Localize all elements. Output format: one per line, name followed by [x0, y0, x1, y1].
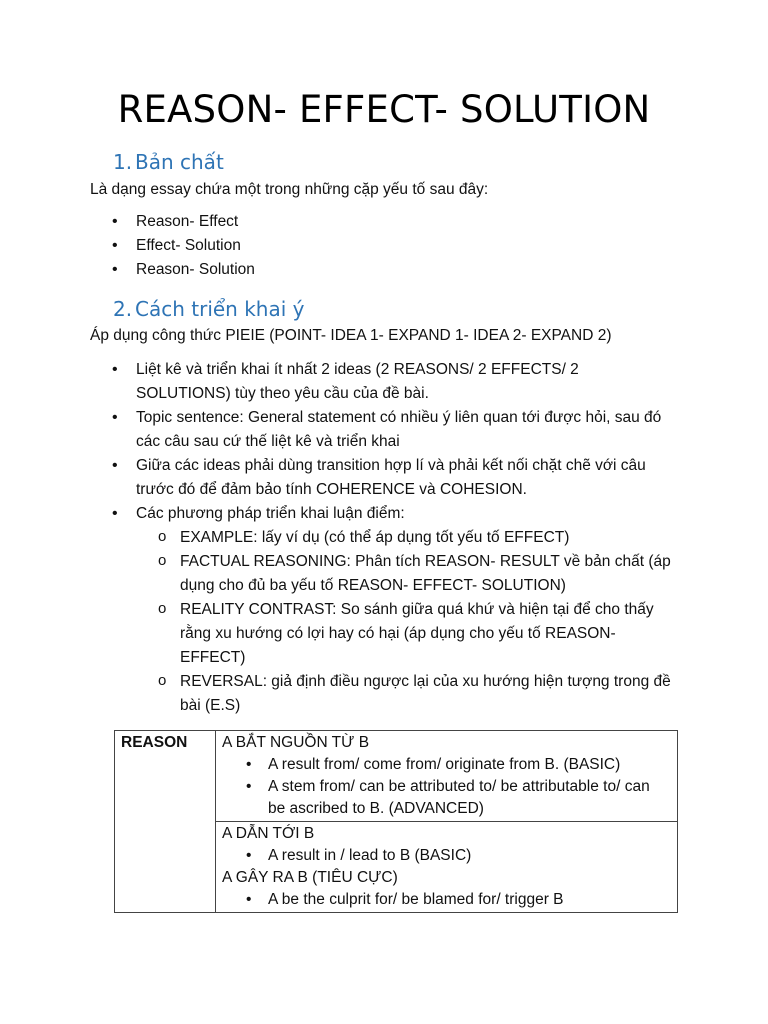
list-item: • A be the culprit for/ be blamed for/ trigger B: [268, 889, 671, 911]
list-item: • Effect- Solution: [136, 234, 696, 258]
sub-list-item: o REVERSAL: giả định điều ngược lại của xu hướng hiện tượng trong đề bài (E.S): [180, 670, 671, 718]
reason-table: [114, 730, 678, 913]
list-item: • Reason- Effect: [136, 210, 696, 234]
list-item: • Liệt kê và triển khai ít nhất 2 ideas (2 REASONS/ 2 EFFECTS/ 2 SOLUTIONS) tùy theo yêu cầu của đề bài.: [136, 358, 671, 406]
section-1-heading: [113, 150, 224, 174]
list-item: • Reason- Solution: [136, 258, 696, 282]
section-2-intro: Áp dụng công thức PIEIE (POINT- IDEA 1- EXPAND 1- IDEA 2- EXPAND 2): [90, 327, 612, 344]
table-cell: [216, 822, 678, 913]
list-item: • A result in / lead to B (BASIC): [268, 845, 671, 867]
list-item: • Giữa các ideas phải dùng transition hợp lí và phải kết nối chặt chẽ với câu trước đó để đảm bảo tính COHERENCE và COHESION.: [136, 454, 671, 502]
cell-heading: A GÂY RA B (TIÊU CỰC): [222, 869, 398, 886]
cell-heading: A BẮT NGUỒN TỪ B: [222, 734, 370, 751]
table-cell: [216, 731, 678, 822]
sub-list-item: o REALITY CONTRAST: So sánh giữa quá khứ và hiện tại để cho thấy rằng xu hướng có lợi hay có hại (áp dụng cho yếu tố REASON-EFFECT): [180, 598, 671, 670]
list-item: • A result from/ come from/ originate from B. (BASIC): [268, 754, 671, 776]
table-row: [115, 731, 678, 822]
section-1-number: 1.: [113, 150, 133, 174]
section-2-title: Cách triển khai ý: [135, 297, 305, 321]
table-label-cell: REASON: [115, 731, 216, 913]
cell-list: [222, 754, 671, 820]
section-1-title: Bản chất: [135, 150, 224, 174]
cell-heading: A DẪN TỚI B: [222, 825, 315, 842]
section-2-heading: [113, 297, 304, 321]
section-1-intro: Là dạng essay chứa một trong những cặp yếu tố sau đây:: [90, 181, 489, 198]
list-item: • Topic sentence: General statement có nhiều ý liên quan tới được hỏi, sau đó các câu sau cứ thế liệt kê và triển khai: [136, 406, 671, 454]
list-item-text: Các phương pháp triển khai luận điểm:: [136, 505, 405, 522]
cell-list: [222, 889, 671, 911]
sub-list: [180, 526, 671, 718]
section-2-list: [136, 358, 671, 718]
sub-list-item: o FACTUAL REASONING: Phân tích REASON- RESULT về bản chất (áp dụng cho đủ ba yếu tố REASON- EFFECT- SOLUTION): [180, 550, 671, 598]
document-title: REASON- EFFECT- SOLUTION: [117, 88, 651, 131]
cell-list: [222, 845, 671, 867]
section-2-number: 2.: [113, 297, 133, 321]
sub-list-item: o EXAMPLE: lấy ví dụ (có thể áp dụng tốt yếu tố EFFECT): [180, 526, 671, 550]
list-item: [136, 502, 671, 718]
section-1-list: [136, 210, 696, 282]
list-item: • A stem from/ can be attributed to/ be attributable to/ can be ascribed to B. (ADVANCED): [268, 776, 671, 820]
